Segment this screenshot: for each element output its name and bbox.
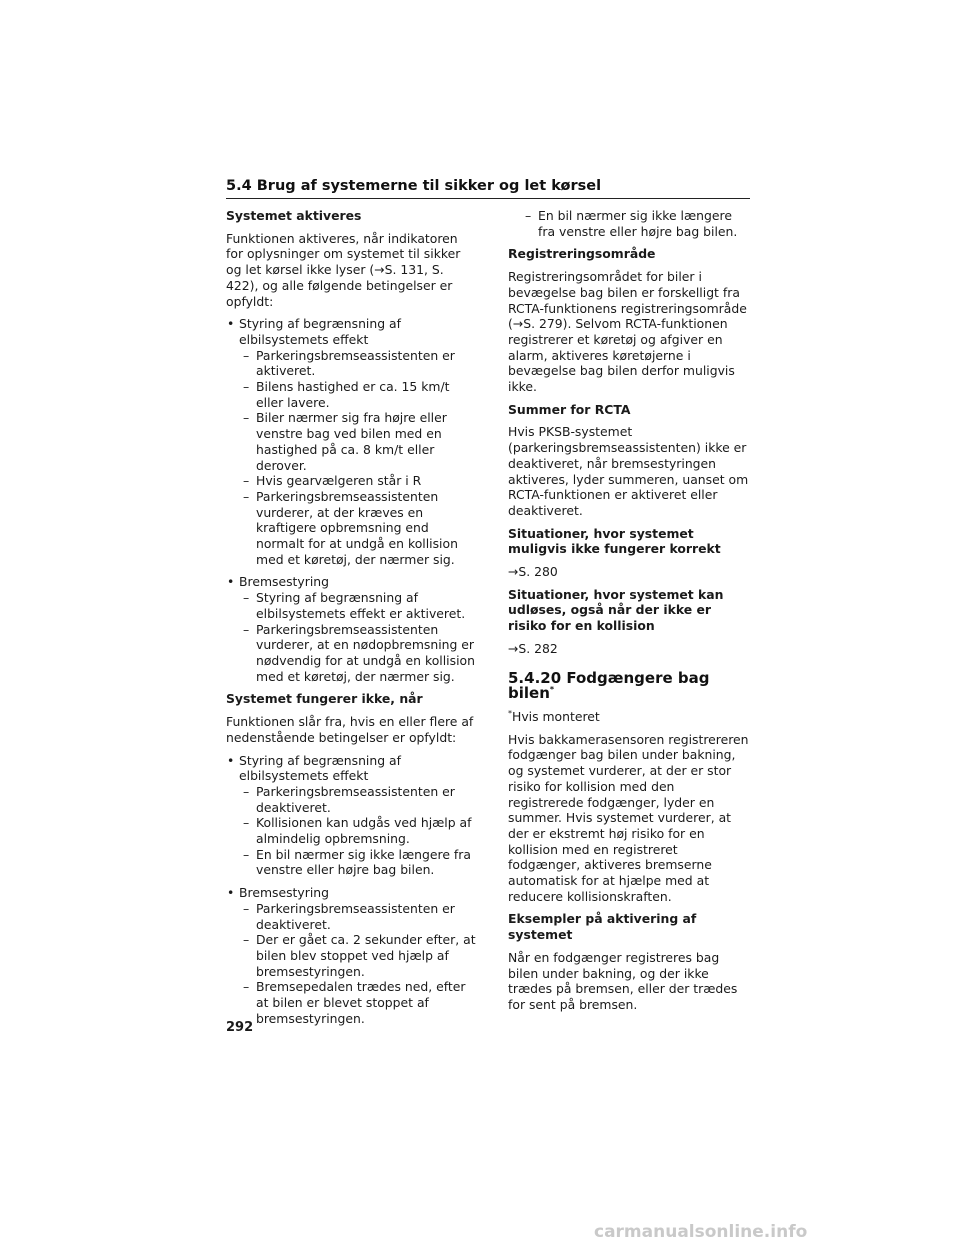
heading-may-not-work: Situationer, hvor systemet muligvis ikke fungerer korrekt (508, 525, 721, 557)
paragraph-examples: Når en fodgænger registreres bag bilen under bakning, og der ikke trædes på bremsen, eller der trædes for sent på bremsen. (508, 949, 738, 1012)
heading-activation: Systemet aktiveres (226, 208, 362, 223)
paragraph-not-working: Funktionen slår fra, hvis en eller flere af nedenstående betingelser er opfyldt: (226, 714, 474, 745)
chapter-title: 5.4 Brug af systemerne til sikker og let kørsel (226, 178, 602, 194)
reference-page-280[interactable]: →S. 280 (508, 564, 558, 580)
dash-item: – Biler nærmer sig fra højre eller venstre bag ved bilen med en hastighed på ca. 8 km/t eller derover. (226, 410, 476, 473)
paragraph-pedestrians: Hvis bakkamerasensoren registrereren fodgænger bag bilen under bakning, og systemet vurderer, at der er stor risiko for kollision med den registrerede fodgænger, lyder en summer. Hvis systemet vurderer, at der er ekstremt høj risiko for en kollision med en registreret fodgænger, aktiveres bremserne automatisk for at hjælpe med at reducere kollisionskraften. (508, 731, 749, 904)
list-continued (508, 208, 752, 239)
list-power-limit-on (226, 316, 476, 567)
dash-item: – Bremsepedalen trædes ned, efter at bilen er blevet stoppet af bremsestyringen. (226, 979, 476, 1026)
dash-item: – Kollisionen kan udgås ved hjælp af almindelig opbremsning. (226, 815, 476, 846)
bullet-item: • Styring af begrænsning af elbilsystemets effekt (226, 316, 476, 347)
section-title: 5.4.20 Fodgængere bag bilen (508, 668, 710, 703)
bullet-item: • Styring af begrænsning af elbilsystemets effekt (226, 753, 476, 784)
dash-item: – En bil nærmer sig ikke længere fra venstre eller højre bag bilen. (508, 208, 752, 239)
heading-not-working: Systemet fungerer ikke, når (226, 691, 423, 707)
dash-item: – Hvis gearvælgeren står i R (226, 473, 476, 489)
page-number: 292 (226, 1020, 254, 1035)
section-heading-pedestrians (508, 668, 752, 703)
heading-rcta-buzzer: Summer for RCTA (508, 401, 631, 417)
dash-item: – En bil nærmer sig ikke længere fra venstre eller højre bag bilen. (226, 847, 476, 878)
right-column (508, 208, 752, 1020)
paragraph-rcta-buzzer: Hvis PKSB-systemet (parkeringsbremseassistenten) ikke er deaktiveret, når bremsestyringen aktiveres, lyder summeren, uanset om RCTA-funktionen er aktiveret eller deaktiveret. (508, 424, 749, 518)
dash-item: – Styring af begrænsning af elbilsystemets effekt er aktiveret. (226, 590, 476, 621)
watermark: carmanualsonline.info (594, 1222, 808, 1242)
heading-detection-area: Registreringsområde (508, 246, 656, 262)
paragraph-activation: Funktionen aktiveres, når indikatoren for oplysninger om systemet til sikker og let kørsel ikke lyser (→S. 131, S. 422), og alle følgende betingelser er opfyldt: (226, 230, 461, 309)
dash-item: – Bilens hastighed er ca. 15 km/t eller lavere. (226, 379, 476, 410)
note-asterisk: * (508, 708, 512, 718)
list-brake-control-off (226, 885, 476, 1026)
dash-item: – Der er gået ca. 2 sekunder efter, at bilen blev stoppet ved hjælp af bremsestyringen. (226, 932, 476, 979)
chapter-header (226, 178, 750, 199)
dash-item: – Parkeringsbremseassistenten er deaktiveret. (226, 784, 476, 815)
list-power-limit-off (226, 753, 476, 879)
dash-item: – Parkeringsbremseassistenten vurderer, at en nødopbremsning er nødvendig for at undgå en kollision med et køretøj, der nærmer sig. (226, 622, 476, 685)
bullet-item: • Bremsestyring (226, 885, 476, 901)
reference-page-282[interactable]: →S. 282 (508, 640, 558, 656)
heading-examples: Eksempler på aktivering af systemet (508, 911, 697, 943)
dash-item: – Parkeringsbremseassistenten er aktiveret. (226, 348, 476, 379)
bullet-item: • Bremsestyring (226, 574, 476, 590)
left-column (226, 208, 476, 1033)
dash-item: – Parkeringsbremseassistenten er deaktiveret. (226, 901, 476, 932)
note-text: Hvis monteret (512, 708, 600, 724)
dash-item: – Parkeringsbremseassistenten vurderer, at der kræves en kraftigere opbremsning end normalt for at undgå en kollision med et køretøj, der nærmer sig. (226, 489, 476, 568)
paragraph-detection-area: Registreringsområdet for biler i bevægelse bag bilen er forskelligt fra RCTA-funktionens registreringsområde (→S. 279). Selvom RCTA-funktionen registrerer et køretøj og afgiver en alarm, aktiveres køretøjerne i bevægelse bag bilen derfor muligvis ikke. (508, 269, 747, 395)
section-asterisk: * (549, 685, 555, 695)
footnote-if-equipped (508, 709, 752, 725)
list-brake-control-on (226, 574, 476, 684)
heading-may-trigger: Situationer, hvor systemet kan udløses, også når der ikke er risiko for en kollision (508, 586, 724, 634)
